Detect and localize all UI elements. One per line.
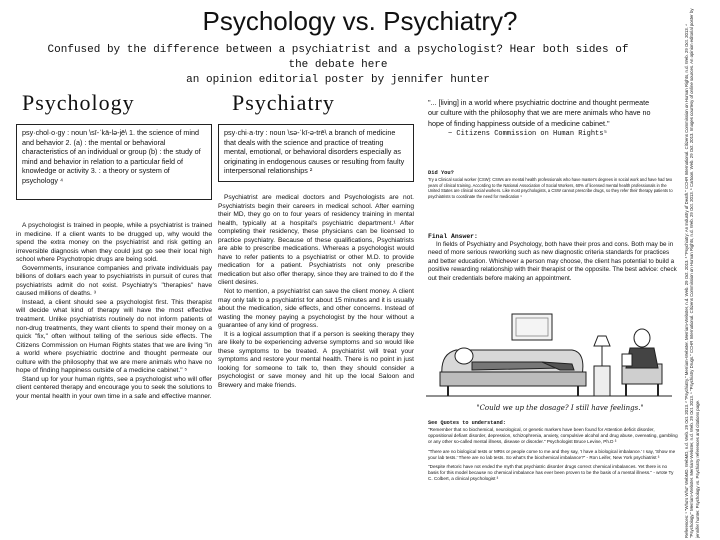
quote-item: "There are no biological tests or MRIs or people come to me and they say, 'I have a biological imbalance.' I say, 'Show me your lab tests.' There are no lab tests. So what's the biochemical imbalance?" - Ron Leifer, New York psychiatrist ³ [428, 448, 676, 460]
references-sidebar [684, 2, 720, 538]
psychology-paragraph: Stand up for your human rights, see a psychologist who will offer client centered therapy and encourage you to seek the solutions to your mental health in your own time in a safe and effective manner. [16, 375, 212, 400]
psychiatry-body [218, 194, 414, 534]
psychology-paragraph: Governments, insurance companies and private individuals pay billions of dollars each year to psychiatrists in pursuit of cures that psychiatrists admit do not exist. Psychiatry's "therapies" have caused millions of deaths. ³ [16, 264, 212, 298]
quote-item: "Remember that no biochemical, neurological, or genetic markers have been found for Attention deficit disorder, oppositional defiant disorder, depression, schizophrenia, anxiety, compulsive alcohol and drug abuse, overeating, gambling or any other so-called mental illness, disease or disorder." Psychologist Bruce Levine, Ph.D ³ [428, 427, 678, 445]
psychiatry-paragraph: It is a logical assumption that if a person is seeking therapy they are likely to be experiencing adverse symptoms and so would like these symptoms to be treated. A psychiatrist will treat your symptoms and restore your mental health. There is no point in just looking for someone to talk to, then they should consider a psychologist or save money and hit up the local Saloon and Brewery and make friends. [218, 330, 414, 390]
psychology-heading: Psychology [22, 90, 135, 115]
psychiatry-paragraph: Psychiatrist are medical doctors and Psychologists are not. Psychiatrists begin their careers in medical school. After earning their MD, they go on to four years of residency training in mental health, typically at a hospital's psychiatric department.¹ After completing their residency, these physicians can be licensed to practice psychiatry. Because of these qualifications, Psychiatrists are able to prescribe medications. Whereas a psychologist would have to refer patients to a psychiatrist or other M.D. to provide medication for a patient. Psychiatrists not only prescribe medication but also offer therapy, since they are trained to do if the client desires. [218, 194, 414, 287]
psychology-definition: psy·chol·o·gy : noun \sī-ˈkä-lə-jē\ 1. the science of mind and behavior 2. (a) : the mental or behavioral characteristics of an individual or group (b) : the study of mind and behavior in relation to a particular field of knowledge or activity 3. : a theory or system of psychology ⁴ [16, 124, 212, 200]
therapy-cartoon [422, 306, 676, 402]
psychiatry-definition: psy·chi·a·try : noun \sə-ˈkī-ə-trē\ a branch of medicine that deals with the science and practice of treating mental, emotional, or behavioral disorders especially as originating in endogenous causes or resulting from faulty interpersonal relationships ² [218, 124, 414, 182]
psychology-paragraph: Instead, a client should see a psychologist first. This therapist will decide what kind of therapy will have the most effective treatment. Unlike psychiatrists routinely do not inform patients of non-drug treatments, they want clients to spend their money on a quick "fix," often without telling of the serious side effects. The Citizens Commission on Human Rights states that we are living "in a world where psychiatric doctrine and thought permeate our culture with the philosophy that we are mere animals who have no hope of finding happiness outside of a medicine cabinet." ⁵ [16, 298, 212, 375]
quote-item: "Despite rhetoric have not ended the myth that psychiatric disorder drugs correct chemical imbalances. Yet there is no basis for this model because no chemical imbalance has ever been proven to be the basis of a mental illness." - wrote Ty C. Colbert, a clinical psychologist ³ [428, 464, 674, 482]
final-answer-text: In fields of Psychiatry and Psychology, both have their pros and cons. Both may be in need of more serious reworking such as new diagnostic criteria standards for practices and better education. Whichever a person may choose, the client has potential to build a positive rewarding relationship with their therapist or the opposite. The best advice: check out their credentials before making an appointment. [428, 241, 677, 282]
final-answer-label: Final Answer: [428, 233, 478, 240]
quote-attribution: ~ Citizens Commission on Human Rights⁵ [448, 130, 608, 139]
see-quotes [428, 420, 678, 536]
did-you-know [428, 170, 678, 224]
subtitle-line-2: the debate here [288, 59, 388, 71]
psychiatry-paragraph: Not to mention, a psychiatrist can save the client money. A client may only talk to a psychiatrist for about 15 minutes and it is usually about the medication, side effects, and other concerns. Instead of wasting the money paying a psychologist by the hour without a guarantee of any kind of progress. [218, 288, 414, 330]
subtitle-line-3: an opinion editorial poster by jennifer hunter [186, 74, 490, 86]
therapy-cartoon-drawing [422, 306, 676, 402]
pull-quote [428, 98, 658, 139]
psychology-paragraph: A psychologist is trained in people, while a psychiatrist is trained in medicine. If a client wants to be drugged up, why would the spend the extra money on the psychiatrist and risk getting an irreversible diagnosis when they could just go see their local high school where Psychotropic drugs are being sold. [16, 222, 212, 264]
see-quotes-label: See Quotes to understand: [428, 420, 506, 426]
psychiatry-heading: Psychiatry [232, 90, 335, 115]
cartoon-caption: "Could we up the dosage? I still have feelings." [476, 404, 644, 412]
references-text: References: ¹ "Who's Who" WebMD. WebMD, n.d. Web. 29 Oct. 2013. ² "Psychiatry." Merriam-Webster. Merriam-Webster, n.d. Web. 29 Oct. 2013. ³ "Psychiatry: An Industry of Death." CCHR International. Citizens Commission on Human Rights, n.d. Web. 29 Oct. 2013. ⁴ "Psychology." Merriam-Webster. Merriam-Webster, n.d. Web. 29 Oct. 2013. ⁵ "Psychiatry Drugs." CCHR International. Citizens Commission on Human Rights, n.d. Web. 29 Oct. 2013. ⁶ Cartoon. Web. 29 Oct. 2013. Images courtesy of online sources. An opinion editorial poster by jennifer hunter. Psychology vs. Psychiatry references and citations page. [684, 8, 700, 538]
quote-text: "... [living] in a world where psychiatric doctrine and thought permeate our culture with the philosophy that we are mere animals who have no hope of finding happiness outside of a medicine cabinet." [428, 98, 651, 128]
did-you-know-text: Try a Clinical social worker (CSW): CSWs are mental health professionals who have master's degrees in social work and have had two years of clinical training. According to the National Association of Social Workers, 60% of licensed mental health professionals in the United States are clinical social workers. Like most psychologists, a CSW cannot prescribe drugs, so they refer their therapy patients to psychiatrists to coordinate the need for medication ¹ [428, 177, 673, 200]
psychology-body [16, 222, 212, 532]
did-you-know-label: Did You? [428, 170, 454, 176]
poster-title: Psychology vs. Psychiatry? [202, 6, 518, 36]
subtitle-line-1: Confused by the difference between a psychiatrist and a psychologist? Hear both sides of [47, 44, 629, 56]
final-answer [428, 232, 678, 308]
poster-subtitle [18, 43, 658, 88]
